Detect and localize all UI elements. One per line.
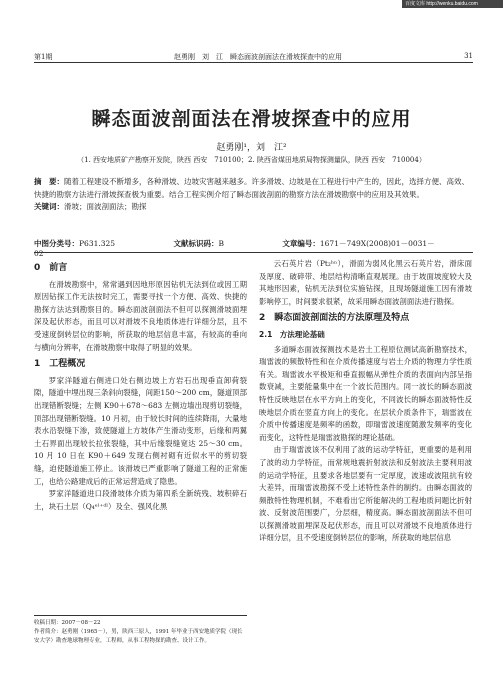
keywords-label: 关键词： xyxy=(34,202,64,211)
abstract-text: 随着工程建设不断增多，各种滑坡、边坡灾害越来越多。许多滑坡、边坡是在工程进行中产生的，因此，选择方便、高效、快捷的勘察方法进行滑坡探查极为重要。结合工程实例介绍了瞬态面波剖面的勘察方法在滑坡勘察中的应用及其效果。 xyxy=(34,177,469,199)
affiliation: （1. 西安地质矿产勘察开发院，陕西 西安 710100；2. 陕西省煤田地质局物探测量队，陕西 西安 710004） xyxy=(77,156,426,164)
subsection-heading: 2.1 方法理论基础 xyxy=(259,329,325,339)
clc-label: 中图分类号： xyxy=(34,239,79,248)
doc-code-value: B xyxy=(218,239,224,248)
paper-title: 瞬态面波剖面法在滑坡探查中的应用 xyxy=(91,108,412,130)
paragraph: 云石英片岩（Pt₂ʰⁿ），滑面为弱风化黑云石英片岩，滑床面及厚度、破碎带、地层结构清晰直观展现。由于坡面坡度较大及其地形因素，钻机无法到位实施钻探，且现场隧道施工因有滑坡影响停工，时间要求很紧，故采用瞬态面波剖面法进行勘探。 xyxy=(259,259,472,306)
keywords: 滑坡；面波剖面法；勘探 xyxy=(64,202,147,211)
section-heading: 2 瞬态面波剖面法的方法原理及特点 xyxy=(259,313,410,324)
authors: 赵勇刚¹，刘 江² xyxy=(216,143,287,153)
doc-code-label: 文献标识码： xyxy=(173,239,219,248)
running-header xyxy=(34,52,473,63)
abstract xyxy=(34,176,473,214)
paragraph: 多道瞬态面波探测技术是岩土工程原位测试高新勘察技术，瑞雷波的频散特性和在介质传播速度与岩土介质的物理力学性质有关。瑞雷波水平极矩和垂直振幅从弹性介质的表面向内部呈指数衰减，主要能量集中在一个波长范围内。同一波长的瞬态面波特性反映地层在水平方向上的变化，不同波长的瞬态面波特性反映地层介质在竖直方向上的变化。在层状介质条件下，瑞雷波在介质中传播速度是频率的函数，即瑞雷波速度随激发频率的变化而变化，这特性是瑞雷波勘探的理论基础。 xyxy=(259,344,472,442)
article-no-label: 文章编号： xyxy=(282,239,320,248)
article-no-value: 1671－749X(2008)01－0031－02 xyxy=(34,239,435,258)
section-heading: 0 前言 xyxy=(34,263,68,273)
paragraph: 由于瑞雷波该不仅利用了波的运动学特征，更重要的是利用了波的动力学特征，而常规地震折射波法和反射波法主要利用波的运动学特征，且要求各地层要有一定厚度，波速或波阻抗有较大差异，而瑞雷波勘探不受上述特性条件的制约。由瞬态面波的频散特性物理机制，不难看出它所能解决的工程地质问题比折射波、反射波范围要广，分层细，精度高。瞬态面波剖面法不但可以探测滑坡面埋深及起伏形态，而且可以对滑坡不良地质体进行详细分层，且不受速度倒转层位的影响，所获取的地层信息 xyxy=(259,445,472,543)
abstract-label: 摘 要： xyxy=(34,177,64,186)
header-title: 赵勇刚 刘 江 瞬态面波剖面法在滑坡探查中的应用 xyxy=(174,53,342,61)
left-column xyxy=(34,258,247,513)
footnote xyxy=(34,615,247,646)
paragraph: 罗家洋隧道右侧进口处右侧边坡上方岩石出现垂直卸荷裂隙，隧道中埋出现三条斜向裂缝，间距150～200 cm，隧道顶部出现错断裂缝；左侧 K90＋678～683 左侧边墙出现剪切裂缝，顶部出现错断裂缝。10 月初，由于较长时间的连续降雨，大量地表水沿裂缝下渗，致使隧道上方坡体产生滑动变形，后缘和两翼土石界面出现较长拉张裂缝，其中后缘裂缝宽达 25～30 cm。10 月 10 日在 K90＋649 发现右侧衬砌有近似水平的剪切裂缝，迫使隧道施工停止。该滑坡已严重影响了隧道工程的正常施工，也给公路建成后的正常运营造成了隐患。 xyxy=(34,375,247,486)
paragraph: 在滑坡勘察中，常常遇到因地形原因钻机无法到位或因工期原因钻探工作无法按时完工，需要寻找一个方便、高效、快捷的勘探方法达到勘察目的。瞬态面波剖面法不但可以探测滑坡面埋深及起伏形态，而且可以对滑坡不良地质体进行详细分层，且不受速度倒转层位的影响，所获取的地层信息丰富，有较高的垂向与横向分辨率，在滑坡勘察中取得了明显的效果。 xyxy=(34,279,247,352)
clc-value: P631.325 xyxy=(79,239,116,248)
watermark: 百度文库 http://wenku.baidu.com xyxy=(402,0,503,8)
divider xyxy=(34,252,473,253)
author-bio: 作者简介：赵勇刚（1965－），男，陕西三原人，1991 年毕业于西安地质学院（现长安大学）勘查地球物理专业，工程师，从事工程物探的勘查、设计工作。 xyxy=(34,629,243,644)
paragraph: 罗家洋隧道进口段滑坡体介质为第四系全新统残、坡积碎石土，块石土层（Q₄ᵉˡ⁺ᵈˡ）及全、强风化黑 xyxy=(34,489,247,511)
page-number: 31 xyxy=(464,52,473,60)
section-heading: 1 工程概况 xyxy=(34,359,86,370)
classification-line xyxy=(34,238,473,258)
received-date: 收稿日期：2007－08－22 xyxy=(34,620,101,626)
issue-label: 第1期 xyxy=(34,53,53,61)
right-column xyxy=(259,258,472,545)
